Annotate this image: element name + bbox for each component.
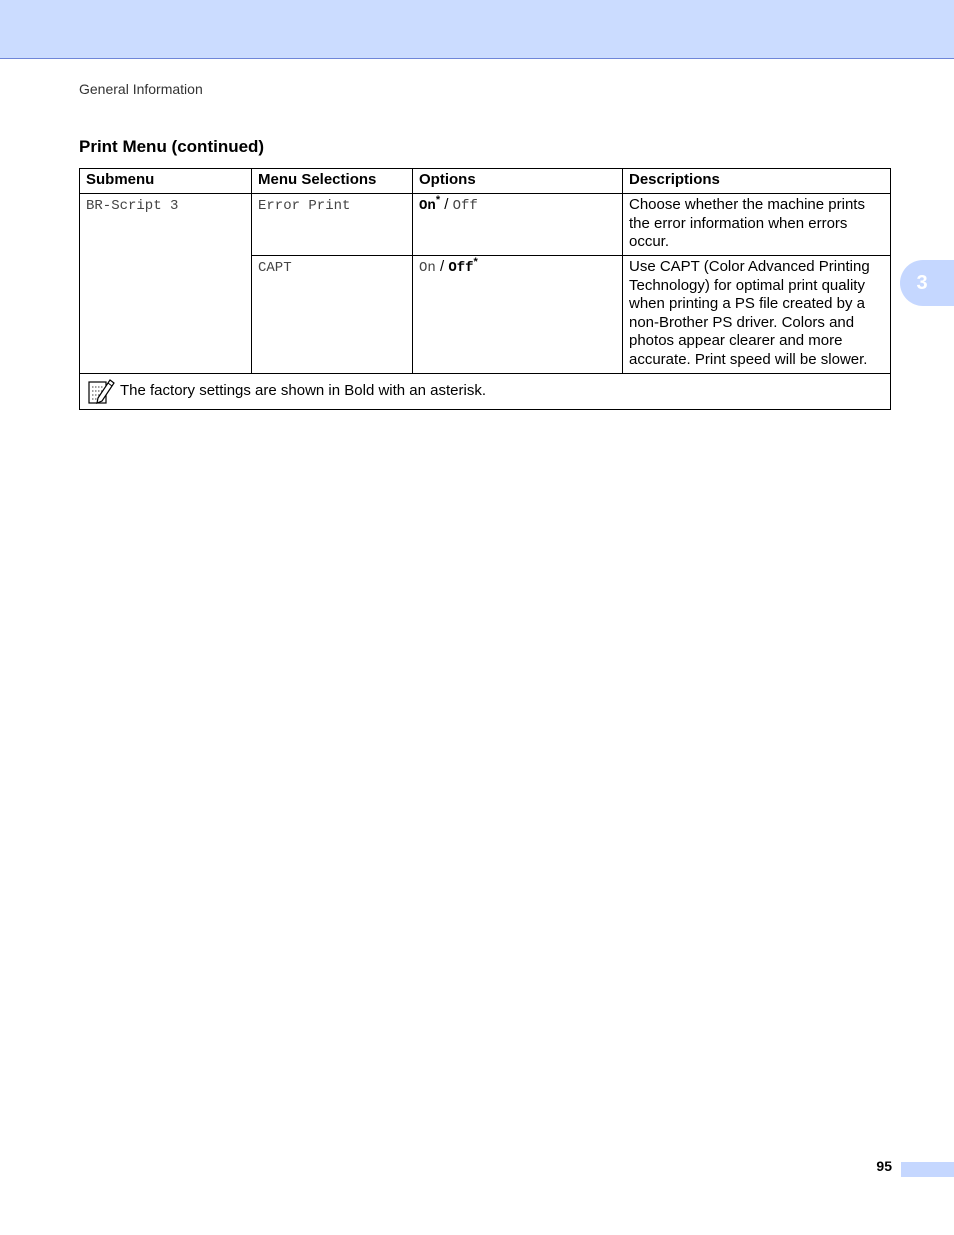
options-cell (413, 256, 623, 374)
section-title: Print Menu (continued) (79, 137, 265, 156)
header-menu-selections: Menu Selections (252, 169, 413, 194)
chapter-tab (900, 260, 954, 306)
submenu-value: BR-Script 3 (86, 198, 179, 214)
option-on-default: On (419, 198, 436, 214)
running-title: General Information (79, 81, 203, 97)
option-separator: / (444, 196, 449, 213)
default-asterisk: * (435, 194, 441, 206)
option-off-default: Off (448, 260, 474, 276)
header-band (0, 0, 954, 59)
header-descriptions: Descriptions (623, 169, 891, 194)
description-cell: Choose whether the machine prints the error information when errors occur. (623, 194, 891, 256)
table-header-row (80, 169, 891, 194)
chapter-number: 3 (916, 271, 928, 294)
options-cell (413, 194, 623, 256)
option-off: Off (452, 198, 478, 214)
selection-cell (252, 194, 413, 256)
note-cell (80, 374, 891, 410)
header-options: Options (413, 169, 623, 194)
header-submenu: Submenu (80, 169, 252, 194)
option-on: On (419, 260, 436, 276)
print-menu-table (79, 168, 891, 410)
page-number-bar (901, 1162, 954, 1177)
submenu-cell (80, 194, 252, 374)
note-text: The factory settings are shown in Bold with an asterisk. (120, 381, 487, 399)
page-number: 95 (876, 1158, 892, 1174)
default-asterisk: * (473, 256, 478, 268)
selection-value: Error Print (258, 198, 351, 214)
note-pencil-icon (86, 376, 116, 406)
option-separator: / (439, 258, 445, 275)
table-row (80, 194, 891, 256)
selection-value: CAPT (258, 260, 292, 276)
note-row (80, 374, 891, 410)
description-cell: Use CAPT (Color Advanced Printing Technology) for optimal print quality when printing a PS file created by a non-Brother PS driver. Colors and photos appear clearer and more accurate. Print speed will be slower. (623, 256, 891, 374)
selection-cell (252, 256, 413, 374)
